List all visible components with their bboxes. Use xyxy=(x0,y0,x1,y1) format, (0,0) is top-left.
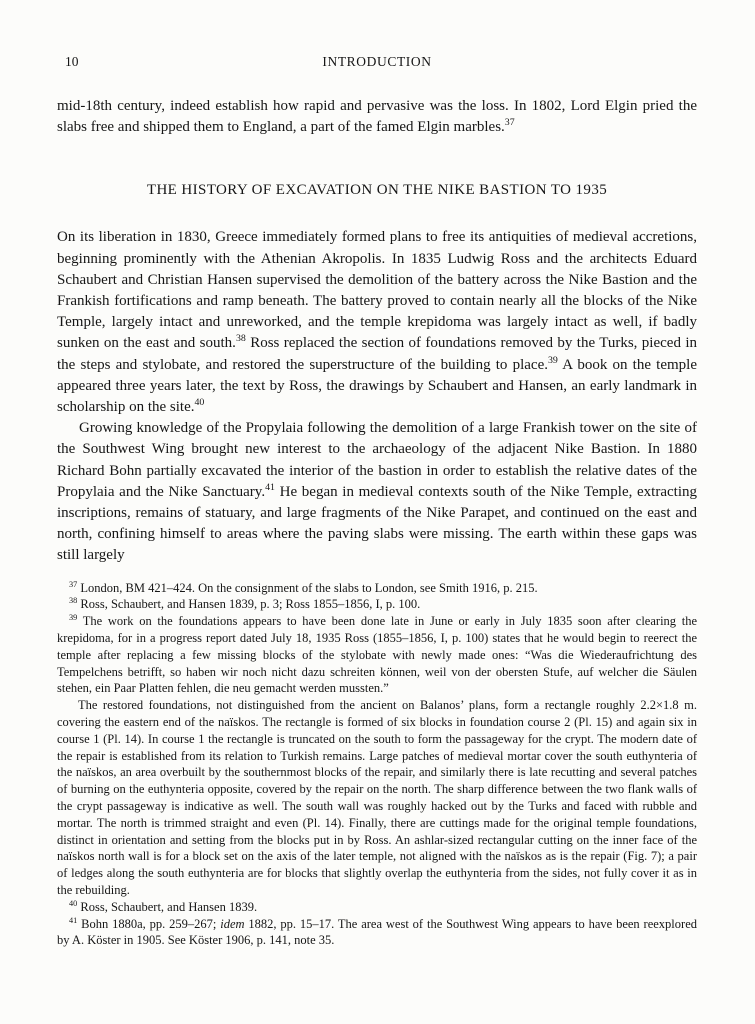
footnote-38: $^{38}$ Ross, Schaubert, and Hansen 1839, p. 3; Ross 1855–1856, I, p. 100. xyxy=(69,596,421,612)
running-head: INTRODUCTION xyxy=(322,54,432,69)
paragraph-continuation: mid-18th century, indeed establish how rapid and pervasive was the loss. In 1802, Lord Elgin pried the slabs free and shipped them to England, a part of the famed Elgin marbles.$^{37}$ xyxy=(57,98,697,136)
paragraph: Growing knowledge of the Propylaia following the demolition of a large Frankish tower on the site of the Southwest Wing brought new interest to the archaeology of the adjacent Nike Bastion. In 1880 Richard Bohn partially excavated the interior of the bastion in order to establish the relative dates of the Propylaia and the Nike Sanctuary.$^{41}$ He began in medieval contexts south of the Nike Temple, extracting inscriptions, remains of statuary, and large fragments of the Nike Parapet, and continued on the east and north, confining himself to areas where the paving slabs were missing. The earth within these gaps was still largely xyxy=(57,420,697,564)
page-header xyxy=(57,54,697,72)
footnotes-section xyxy=(57,580,697,950)
paragraph: On its liberation in 1830, Greece immediately formed plans to free its antiquities of medieval accretions, beginning prominently with the Athenian Akropolis. In 1835 Ludwig Ross and the architects Eduard Schaubert and Christian Hansen supervised the demolition of the battery across the Nike Bastion and the Frankish fortifications and ramp beneath. The battery proved to contain nearly all the blocks of the Nike Temple, largely intact and unreworked, and the temple krepidoma was largely intact as well, if badly sunken on the east and south.$^{38}$ Ross replaced the section of foundations removed by the Turks, pieced in the steps and stylobate, and restored the superstructure of the building to place.$^{39}$ A book on the temple appeared three years later, the text by Ross, the drawings by Schaubert and Hansen, an early landmark in scholarship on the site.$^{40}$ xyxy=(57,229,697,416)
footnote-41: $^{41}$ Bohn 1880a, pp. 259–267; idem 1882, pp. 15–17. The area west of the Southwest Wing appears to have been reexplored by A. Köster in 1905. See Köster 1906, p. 141, note 35. xyxy=(57,915,697,948)
section-heading: THE HISTORY OF EXCAVATION ON THE NIKE BASTION TO 1935 xyxy=(146,182,608,199)
footnote-37: $^{37}$ London, BM 421–424. On the consignment of the slabs to London, see Smith 1916, p. 215. xyxy=(69,579,538,595)
footnote-40: $^{40}$ Ross, Schaubert, and Hansen 1839. xyxy=(69,898,258,914)
page-body xyxy=(57,96,697,567)
footnote-39-continued: The restored foundations, not distinguished from the ancient on Balanos’ plans, form a rectangle roughly 2.2×1.8 m. covering the eastern end of the naïskos. The rectangle is formed of six blocks in foundation course 2 (Pl. 15) and again six in course 1 (Pl. 14). In course 1 the rectangle is truncated on the south to form the passageway for the crypt. The modern date of the repair is established from its relation to Turkish remains. Large patches of medieval mortar cover the south euthynteria of the naïskos, an area overbuilt by the southernmost blocks of the repair, and similarly there is late recutting and several patches of burning on the euthynteria opposite, covered by the repair on the north. The sharp difference between the two flank walls of the crypt passageway is indicative as well. The south wall was roughly hacked out by the Turks and faced with rubble and mortar. The north is trimmed straight and even (Pl. 14). Finally, there are cuttings made for the original temple foundations, distinct in orientation and setting from the blocks put in by Ross. An ashlar-sized rectangular cutting on the inner face of the naïskos north wall is for a block set on the axis of the later temple, not aligned with the naïskos as is the repair (Fig. 7); a pair of ledges along the south euthynteria are for blocks that slightly overlap the euthynteria from the sides, not fully cover it as in the rebuilding. xyxy=(57,698,697,897)
footnote-39: $^{39}$ The work on the foundations appears to have been done late in June or early in July 1835 soon after clearing the krepidoma, for in a progress report dated July 18, 1935 Ross (1855–1856, I, p. 100) states that he would begin to reerect the temple after replacing a few missing blocks of the stylobate with newly made ones: “Was die Wiederaufrichtung des Tempelchens betrifft, so haben wir noch nicht dazu schreiten können, weil von der obersten Stufe, auf welcher die Säulen stehen, ein Paar Platten fehlen, die neu gemacht werden mussten.” xyxy=(57,613,697,696)
page-number: 10 xyxy=(65,54,79,69)
